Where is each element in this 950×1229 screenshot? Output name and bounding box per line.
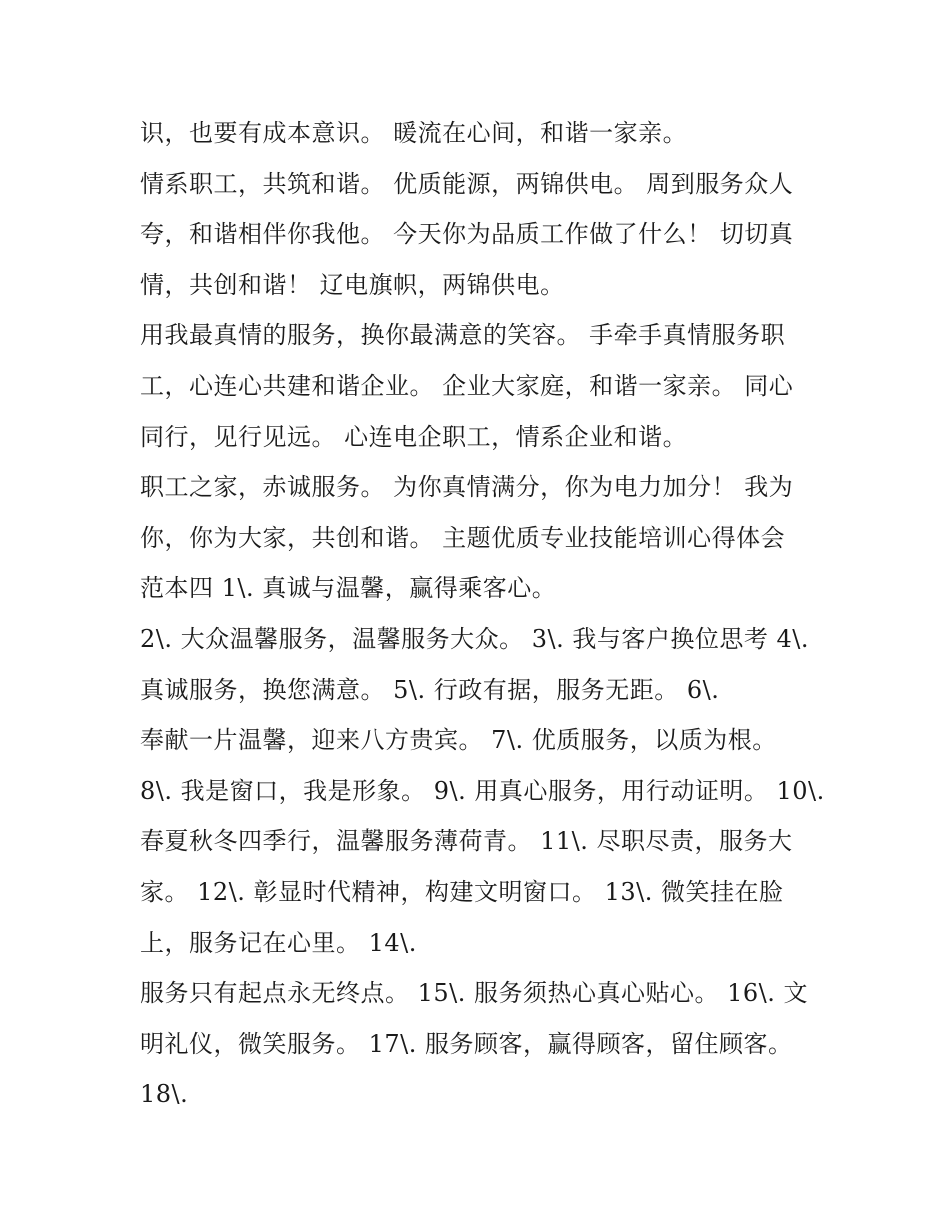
text-line: 真诚服务，换您满意。 5\. 行政有据，服务无距。 6\. [140,675,720,704]
text-line: 家。 12\. 彰显时代精神，构建文明窗口。 13\. 微笑挂在脸 [140,877,784,906]
text-line: 8\. 我是窗口，我是形象。 9\. 用真心服务，用行动证明。 10\. [140,776,825,805]
text-line: 2\. 大众温馨服务，温馨服务大众。 3\. 我与客户换位思考 4\. [140,624,809,653]
document-text-body [140,108,825,1120]
text-line: 职工之家，赤诚服务。 为你真情满分，你为电力加分！ 我为 [140,473,794,502]
text-line: 上，服务记在心里。 14\. [140,928,417,957]
text-line: 用我最真情的服务，换你最满意的笑容。 手牵手真情服务职 [140,321,786,350]
text-line: 明礼仪，微笑服务。 17\. 服务顾客，赢得顾客，留住顾客。 [140,1029,793,1058]
text-line: 情，共创和谐！ 辽电旗帜，两锦供电。 [140,270,565,299]
text-line: 情系职工，共筑和谐。 优质能源，两锦供电。 周到服务众人 [140,169,794,198]
text-line: 夸，和谐相伴你我他。 今天你为品质工作做了什么！ 切切真 [140,220,794,249]
text-line: 服务只有起点永无终点。 15\. 服务须热心真心贴心。 16\. 文 [140,979,809,1008]
text-line: 奉献一片温馨，迎来八方贵宾。 7\. 优质服务，以质为根。 [140,726,777,755]
text-line: 识，也要有成本意识。 暖流在心间，和谐一家亲。 [140,119,688,147]
text-line: 范本四 1\. 真诚与温馨，赢得乘客心。 [140,574,557,603]
text-line: 同行，见行见远。 心连电企职工，情系企业和谐。 [140,422,688,451]
text-line: 工，心连心共建和谐企业。 企业大家庭，和谐一家亲。 同心 [140,371,794,400]
text-line: 18\. [140,1080,189,1109]
text-line: 你，你为大家，共创和谐。 主题优质专业技能培训心得体会 [140,523,786,552]
text-line: 春夏秋冬四季行，温馨服务薄荷青。 11\. 尽职尽责，服务大 [140,827,793,856]
